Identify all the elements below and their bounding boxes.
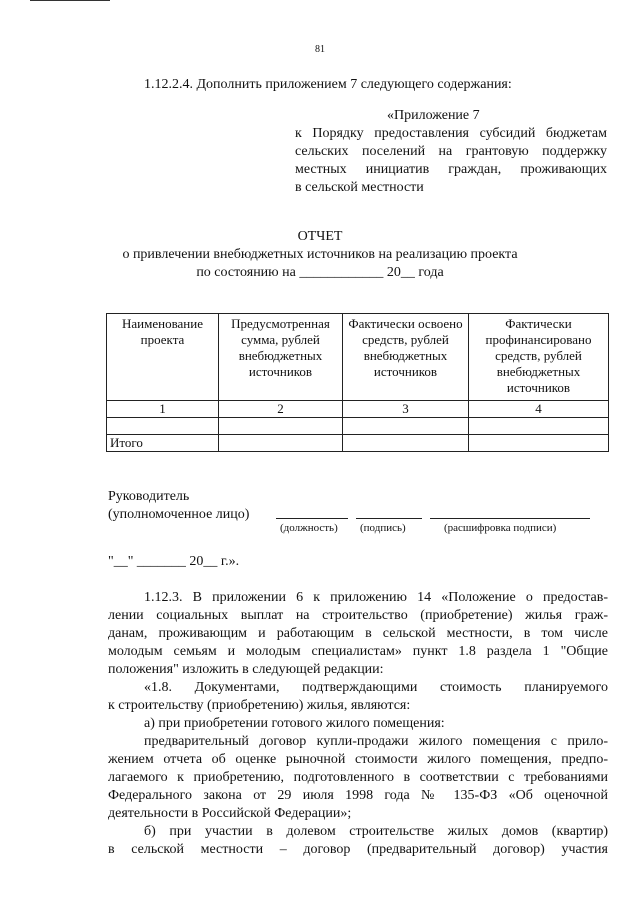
intro-line: 1.12.2.4. Дополнить приложением 7 следующего содержания: bbox=[144, 77, 512, 92]
signature-caption: (подпись) bbox=[360, 522, 406, 534]
text-line: положения" изложить в следующей редакции: bbox=[108, 662, 384, 677]
annex-line: к Порядку предоставления субсидий бюджетам bbox=[295, 126, 607, 141]
report-date-line: по состоянию на ____________ 20__ года bbox=[196, 265, 444, 280]
table-number-row bbox=[107, 401, 609, 418]
column-header: Наименование проекта bbox=[107, 314, 219, 401]
annex-line: в сельской местности bbox=[295, 180, 424, 195]
table-cell bbox=[219, 418, 343, 435]
annex-title: «Приложение 7 bbox=[387, 108, 480, 123]
table-cell bbox=[343, 418, 469, 435]
table-cell bbox=[343, 435, 469, 452]
column-header: Фактически освоено средств, рублей внебюджетных источников bbox=[343, 314, 469, 401]
text-line: лагаемого к приобретению, подготовленного в соответствии с требованиями bbox=[108, 770, 608, 785]
decode-line bbox=[430, 518, 590, 519]
column-number: 4 bbox=[469, 401, 609, 418]
report-subtitle: о привлечении внебюджетных источников на реализацию проекта bbox=[122, 247, 518, 262]
text-line: б) при участии в долевом строительстве жилых домов (квартир) bbox=[144, 824, 608, 839]
signer-title: Руководитель bbox=[108, 489, 190, 504]
signer-subtitle: (уполномоченное лицо) bbox=[108, 507, 250, 522]
annex-block bbox=[295, 107, 607, 197]
signature-date: "__" _______ 20__ г.». bbox=[108, 554, 240, 569]
text-line: 1.12.3. В приложении 6 к приложению 14 «Положение о предостав- bbox=[144, 590, 608, 605]
paragraph-1 bbox=[108, 589, 608, 859]
text-line: а) при приобретении готового жилого помещения: bbox=[144, 716, 445, 731]
table-cell bbox=[469, 418, 609, 435]
report-table bbox=[106, 313, 609, 452]
position-caption: (должность) bbox=[280, 522, 338, 534]
column-number: 2 bbox=[219, 401, 343, 418]
text-line: деятельности в Российской Федерации»; bbox=[108, 806, 352, 821]
table-row bbox=[107, 418, 609, 435]
column-header: Фактически профинансировано средств, рублей внебюджетных источников bbox=[469, 314, 609, 401]
text-line: в сельской местности – договор (предварительный договор) участия bbox=[108, 842, 608, 857]
column-number: 3 bbox=[343, 401, 469, 418]
text-line: «1.8. Документами, подтверждающими стоимость планируемого bbox=[144, 680, 608, 695]
page-number: 81 bbox=[315, 44, 325, 55]
total-label: Итого bbox=[107, 435, 219, 452]
text-line: предварительный договор купли-продажи жилого помещения с прило- bbox=[144, 734, 608, 749]
table-total-row bbox=[107, 435, 609, 452]
table-header-row bbox=[107, 314, 609, 401]
text-line: лении социальных выплат на строительство (приобретение) жилья граж- bbox=[108, 608, 608, 623]
column-number: 1 bbox=[107, 401, 219, 418]
report-title: ОТЧЕТ bbox=[297, 229, 343, 244]
text-line: молодым семьям и молодым специалистам» пункт 1.8 раздела 1 "Общие bbox=[108, 644, 608, 659]
text-line: данам, проживающим и работающим в сельской местности, в том числе bbox=[108, 626, 608, 641]
text-line: к строительству (приобретению) жилья, являются: bbox=[108, 698, 411, 713]
table-cell bbox=[219, 435, 343, 452]
annex-line: сельских поселений на грантовую поддержку bbox=[295, 144, 607, 159]
annex-line: местных инициатив граждан, проживающих bbox=[295, 162, 607, 177]
text-line: жением отчета об оценке рыночной стоимости жилого помещения, предпо- bbox=[108, 752, 608, 767]
decode-caption: (расшифровка подписи) bbox=[444, 522, 557, 534]
table-cell bbox=[469, 435, 609, 452]
table-cell bbox=[107, 418, 219, 435]
text-line: Федерального закона от 29 июля 1998 года № 135-ФЗ «Об оценочной bbox=[108, 788, 608, 803]
top-rule bbox=[30, 0, 110, 1]
column-header: Предусмотренная сумма, рублей внебюджетных источников bbox=[219, 314, 343, 401]
position-line bbox=[276, 518, 348, 519]
signature-line bbox=[356, 518, 422, 519]
